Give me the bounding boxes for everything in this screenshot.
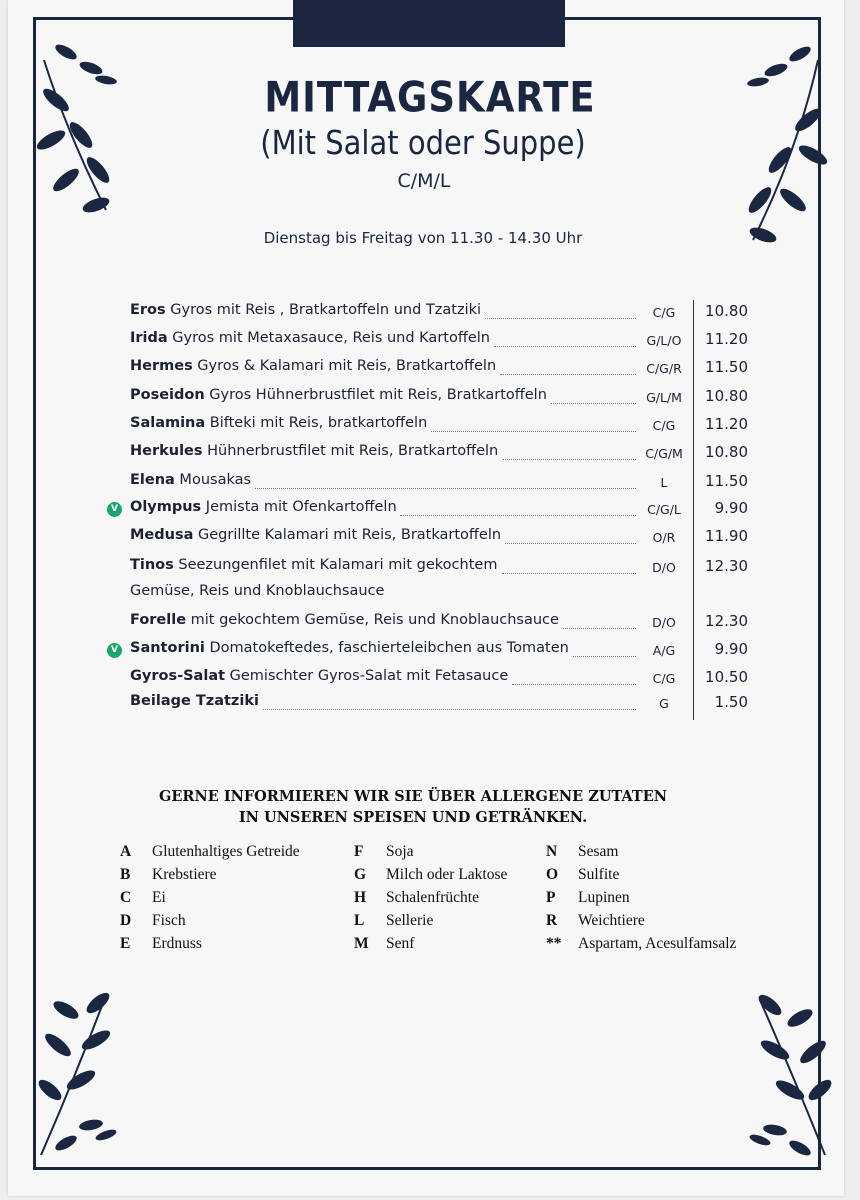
menu-item-description: Gyros Hühnerbrustfilet mit Reis, Bratkartoffeln: [204, 387, 547, 403]
menu-item-text: [130, 612, 638, 628]
menu-item-description: Gyros & Kalamari mit Reis, Bratkartoffeln: [192, 358, 497, 374]
allergen-description: Fisch: [152, 912, 186, 929]
menu-item-text: [130, 640, 638, 656]
menu-item-text: [130, 668, 638, 684]
menu-item-text: [130, 302, 638, 318]
allergen-code: B: [120, 866, 131, 883]
menu-item-allergens: C/G: [652, 418, 676, 433]
menu-item-text: [130, 358, 638, 374]
allergen-code: L: [354, 912, 365, 929]
allergen-description: Ei: [152, 889, 166, 906]
dot-leader: [503, 459, 636, 460]
menu-item-name: Olympus: [130, 499, 202, 515]
allergen-description: Weichtiere: [578, 912, 645, 929]
allergen-description: Schalenfrüchte: [386, 889, 479, 906]
menu-item-description: Gegrillte Kalamari mit Reis, Bratkartoffeln: [193, 527, 502, 543]
menu-item-name: Santorini: [130, 640, 205, 656]
allergen-description: Sesam: [578, 843, 619, 860]
menu-item-allergens: L: [660, 475, 668, 490]
menu-item-name: Poseidon: [130, 387, 205, 403]
dot-leader: [400, 515, 636, 516]
dot-leader: [551, 403, 636, 404]
menu-item-allergens: D/O: [652, 615, 676, 630]
menu-item: [130, 387, 750, 411]
vegetarian-badge-icon: V: [107, 643, 122, 658]
menu-item-price: 11.20: [705, 330, 748, 348]
menu-item: [130, 330, 750, 354]
menu-item: [130, 557, 750, 581]
dot-leader: [505, 543, 636, 544]
allergen-description: Erdnuss: [152, 935, 202, 952]
menu-item-allergens: A/G: [652, 643, 676, 658]
menu-item: [130, 358, 750, 382]
menu-item-text: [130, 693, 638, 709]
menu-item-description: Seezungenfilet mit Kalamari mit gekochtem: [173, 557, 498, 573]
page-title: MITTAGSKARTE: [264, 73, 596, 122]
menu-item-description: Jemista mit Ofenkartoffeln: [201, 499, 397, 515]
dot-leader: [500, 374, 636, 375]
menu-item-allergens: C/G: [652, 305, 676, 320]
menu-item-text: [130, 499, 638, 515]
menu-item-description: Gyros mit Metaxasauce, Reis und Kartoffeln: [167, 330, 490, 346]
allergen-code: H: [354, 889, 367, 906]
menu-item-price: 11.20: [705, 415, 748, 433]
menu-item-allergens: C/G/M: [645, 446, 683, 461]
allergen-codes-header: C/M/L: [397, 170, 451, 192]
allergen-description: Sellerie: [386, 912, 434, 929]
menu-item-price: 11.50: [705, 358, 748, 376]
menu-item: [130, 302, 750, 326]
allergen-heading-line1: GERNE INFORMIEREN WIR SIE ÜBER ALLERGENE ZUTATEN: [158, 788, 668, 805]
allergen-code: C: [120, 889, 132, 906]
menu-item-description: Bifteki mit Reis, bratkartoffeln: [205, 415, 428, 431]
menu-item: [130, 527, 750, 551]
allergen-description: Krebstiere: [152, 866, 217, 883]
opening-hours: Dienstag bis Freitag von 11.30 - 14.30 Uhr: [263, 229, 583, 247]
menu-item-description: mit gekochtem Gemüse, Reis und Knoblauchsauce: [186, 612, 559, 628]
menu-item-price: 11.50: [705, 472, 748, 490]
menu-item-text: [130, 443, 638, 459]
dot-leader: [494, 346, 636, 347]
menu-item: [130, 612, 750, 636]
dot-leader: [431, 431, 636, 432]
menu-item: [130, 415, 750, 439]
allergen-code: M: [354, 935, 369, 952]
menu-item-price: 10.50: [705, 668, 748, 686]
top-banner-tab: [293, 0, 565, 47]
allergen-description: Sulfite: [578, 866, 620, 883]
menu-item-text: [130, 415, 638, 431]
allergen-code: R: [546, 912, 558, 929]
menu-item-price: 10.80: [705, 302, 748, 320]
dot-leader: [263, 709, 636, 710]
menu-item: [130, 443, 750, 467]
menu-item-price: 10.80: [705, 443, 748, 461]
dot-leader: [255, 488, 636, 489]
menu-item-allergens: O/R: [652, 530, 676, 545]
allergen-description: Lupinen: [578, 889, 630, 906]
allergen-description: Soja: [386, 843, 414, 860]
allergen-description: Milch oder Laktose: [386, 866, 508, 883]
menu-item-name: Tinos: [130, 557, 174, 573]
menu-item-name: Forelle: [130, 612, 187, 628]
dot-leader: [512, 684, 636, 685]
allergen-code: E: [120, 935, 131, 952]
allergen-description: Glutenhaltiges Getreide: [152, 843, 300, 860]
dot-leader: [485, 318, 636, 319]
menu-item-allergens: G/L/O: [646, 333, 682, 348]
menu-item-name: Herkules: [130, 443, 203, 459]
menu-item-name: Gyros-Salat: [130, 668, 226, 684]
menu-item-text: [130, 330, 638, 346]
menu-item-description: Gemischter Gyros-Salat mit Fetasauce: [225, 668, 509, 684]
allergen-heading-line2: IN UNSEREN SPEISEN UND GETRÄNKEN.: [238, 809, 588, 826]
menu-item-allergens: G/L/M: [646, 390, 682, 405]
menu-item-text: [130, 387, 638, 403]
menu-item-text: [130, 527, 638, 543]
allergen-description: Aspartam, Acesulfamsalz: [578, 935, 737, 952]
dot-leader: [573, 656, 636, 657]
olive-branch-icon: [36, 985, 126, 1165]
menu-item: [130, 668, 750, 692]
menu-item-price: 9.90: [714, 640, 748, 658]
price-divider: [693, 300, 694, 720]
menu-item-description: Hühnerbrustfilet mit Reis, Bratkartoffeln: [202, 443, 499, 459]
allergen-code: D: [120, 912, 132, 929]
menu-item-price: 12.30: [705, 612, 748, 630]
allergen-code: A: [120, 843, 132, 860]
menu-item-description-continued: Gemüse, Reis und Knoblauchsauce: [130, 583, 385, 599]
menu-item-name: Salamina: [130, 415, 206, 431]
allergen-code: F: [354, 843, 364, 860]
menu-item-name: Elena: [130, 472, 175, 488]
menu-item-price: 11.90: [705, 527, 748, 545]
menu-item-allergens: G: [659, 696, 669, 711]
menu-item-description: Gyros mit Reis , Bratkartoffeln und Tzatziki: [165, 302, 482, 318]
menu-item-name: Eros: [130, 302, 166, 318]
allergen-code: G: [354, 866, 367, 883]
menu-item-text: [130, 557, 638, 573]
menu-item: [130, 472, 750, 496]
menu-item-description: Mousakas: [174, 472, 252, 488]
menu-item-price: 10.80: [705, 387, 748, 405]
allergen-description: Senf: [386, 935, 415, 952]
menu-item-allergens: D/O: [652, 560, 676, 575]
allergen-code: N: [546, 843, 558, 860]
allergen-heading: [0, 786, 826, 828]
menu-item-price: 12.30: [705, 557, 748, 575]
menu-item-allergens: C/G/R: [646, 361, 682, 376]
menu-item-price: 9.90: [714, 499, 748, 517]
olive-branch-icon: [745, 990, 835, 1165]
allergen-code: P: [546, 889, 556, 906]
dot-leader: [502, 573, 636, 574]
menu-item-name: Irida: [130, 330, 168, 346]
menu-item-name: Medusa: [130, 527, 194, 543]
menu-item-allergens: C/G/L: [647, 502, 681, 517]
menu-item: [130, 640, 750, 664]
menu-item-price: 1.50: [714, 693, 748, 711]
menu-item-allergens: C/G: [652, 671, 676, 686]
dot-leader: [563, 628, 636, 629]
allergen-code: **: [546, 935, 562, 952]
vegetarian-badge-icon: V: [107, 502, 122, 517]
menu-item: [130, 499, 750, 523]
menu-item: [130, 693, 750, 717]
menu-item-text: [130, 472, 638, 488]
page-subtitle: (Mit Salat oder Suppe): [260, 123, 586, 163]
menu-item-description: Domatokeftedes, faschierteleibchen aus Tomaten: [204, 640, 569, 656]
menu-item-name: Hermes: [130, 358, 193, 374]
menu-item-name: Beilage Tzatziki: [130, 693, 259, 709]
allergen-code: O: [546, 866, 559, 883]
